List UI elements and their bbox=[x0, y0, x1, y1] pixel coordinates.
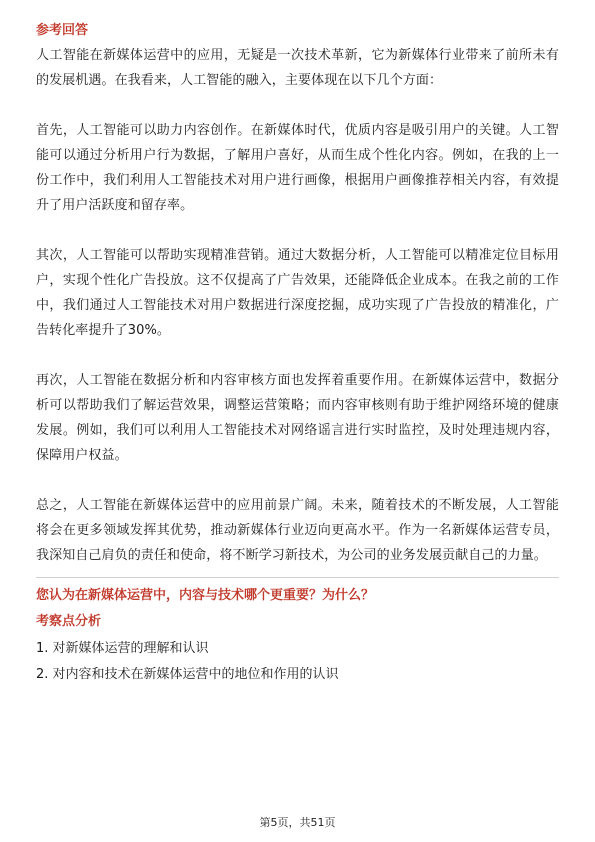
analysis-item-2: 2. 对内容和技术在新媒体运营中的地位和作用的认识 bbox=[36, 667, 339, 682]
answer-paragraph-1: 人工智能在新媒体运营中的应用，无疑是一次技术革新，它为新媒体行业带来了前所未有的发展机遇。在我看来，人工智能的融入，主要体现在以下几个方面： bbox=[36, 48, 559, 88]
analysis-item-1: 1. 对新媒体运营的理解和认识 bbox=[36, 641, 209, 656]
document-page bbox=[36, 22, 559, 688]
answer-paragraph-4: 再次，人工智能在数据分析和内容审核方面也发挥着重要作用。在新媒体运营中，数据分析可以帮助我们了解运营效果，调整运营策略；而内容审核则有助于维护网络环境的健康发展。例如，我们可以利用人工智能技术对网络谣言进行实时监控，及时处理违规内容，保障用户权益。 bbox=[36, 373, 559, 463]
answer-paragraph-2: 首先，人工智能可以助力内容创作。在新媒体时代，优质内容是吸引用户的关键。人工智能可以通过分析用户行为数据，了解用户喜好，从而生成个性化内容。例如，在我的上一份工作中，我们利用人工智能技术对用户进行画像，根据用户画像推荐相关内容，有效提升了用户活跃度和留存率。 bbox=[36, 123, 559, 213]
question-heading: 您认为在新媒体运营中，内容与技术哪个更重要？为什么？ bbox=[36, 588, 375, 603]
answer-paragraph-3: 其次，人工智能可以帮助实现精准营销。通过大数据分析，人工智能可以精准定位目标用户，实现个性化广告投放。这不仅提高了广告效果，还能降低企业成本。在我之前的工作中，我们通过人工智能技术对用户数据进行深度挖掘，成功实现了广告投放的精准化，广告转化率提升了30%。 bbox=[36, 248, 559, 338]
section-divider bbox=[36, 577, 559, 578]
section-title: 参考回答 bbox=[36, 23, 89, 38]
page-footer: 第5页，共51页 bbox=[259, 816, 336, 829]
answer-paragraph-5: 总之，人工智能在新媒体运营中的应用前景广阔。未来，随着技术的不断发展，人工智能将会在更多领域发挥其优势，推动新媒体行业迈向更高水平。作为一名新媒体运营专员，我深知自己肩负的责任和使命，将不断学习新技术，为公司的业务发展贡献自己的力量。 bbox=[36, 498, 559, 563]
analysis-title: 考察点分析 bbox=[36, 614, 102, 629]
